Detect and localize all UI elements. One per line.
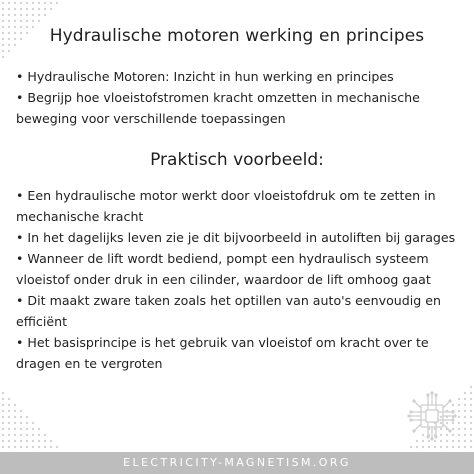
intro-list xyxy=(16,66,456,129)
list-item: • Begrijp hoe vloeistofstromen kracht omzetten in mechanische beweging voor verschillende toepassingen xyxy=(16,90,420,126)
circuit-chip-icon xyxy=(404,388,460,444)
list-item: • Het basisprincipe is het gebruik van vloeistof om kracht over te dragen en te vergroten xyxy=(16,335,429,371)
example-list xyxy=(16,185,456,374)
list-item: • Wanneer de lift wordt bediend, pompt een hydraulisch systeem vloeistof onder druk in een cilinder, waardoor de lift omhoog gaat xyxy=(16,251,431,287)
list-item: • Dit maakt zware taken zoals het optillen van auto's eenvoudig en efficiënt xyxy=(16,293,442,329)
page-title: Hydraulische motoren werking en principes xyxy=(49,26,425,46)
section-heading: Praktisch voorbeeld: xyxy=(150,150,324,170)
site-footer: ELECTRICITY-MAGNETISM.ORG xyxy=(0,452,474,474)
list-item: • Een hydraulische motor werkt door vloeistofdruk om te zetten in mechanische kracht xyxy=(16,188,436,224)
list-item: • Hydraulische Motoren: Inzicht in hun werking en principes xyxy=(16,69,394,84)
list-item: • In het dagelijks leven zie je dit bijvoorbeeld in autoliften bij garages xyxy=(16,230,456,245)
dotted-triangle-decoration-icon xyxy=(0,390,60,450)
